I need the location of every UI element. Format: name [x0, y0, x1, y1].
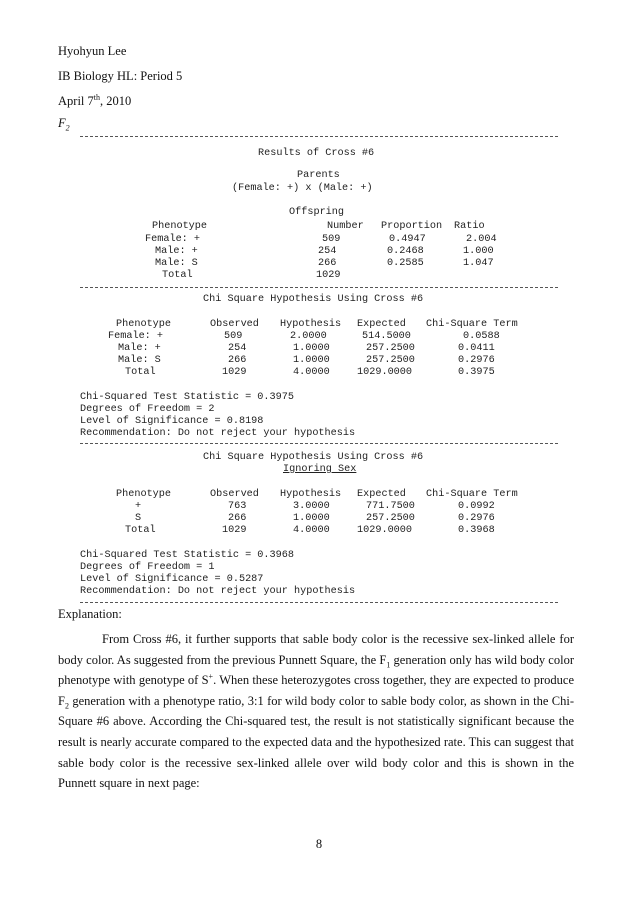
author-name: Hyohyun Lee: [58, 44, 127, 58]
chi-square-2-statistic: Chi-Squared Test Statistic = 0.3968: [80, 550, 294, 561]
table-row: Total 1029 4.0000 1029.0000 0.3975: [125, 367, 495, 378]
results-table-header: Phenotype Number Proportion Ratio: [152, 221, 485, 232]
chi-square-2-significance: Level of Significance = 0.5287: [80, 574, 264, 585]
offspring-label: Offspring: [289, 207, 345, 218]
table-row: S 266 1.0000 257.2500 0.2976: [135, 513, 495, 524]
parents-value: (Female: +) x (Male: +): [232, 183, 373, 194]
generation-label: $F_2$: [58, 116, 70, 133]
table-row: Male: + 254 0.2468 1.000: [155, 246, 494, 257]
explanation-paragraph: From Cross #6, it further supports that sable body color is the recessive sex-linked allele for body color. As suggested from the previous Punnett Square, the $F_1$ generation only has wild body color phenotype with genotype of S+. When these heterozygotes cross together, they are expected to produce $F_2$ generation with a phenotype ratio, 3:1 for wild body color to sable body color, as shown in the Chi-Square #6 above. According the Chi-squared test, the result is not statistically significant because the result is nearly accurate compared to the expected data and the hypothesized rate. This can suggest that sable body color is the recessive sex-linked allele over wild body color and this is shown in the Punnett square in next page:: [58, 632, 574, 791]
chi-square-2-table-header: Phenotype Observed Hypothesis Expected Chi-Square Term: [116, 489, 518, 500]
divider-line: [80, 602, 558, 603]
chi-square-2-recommendation: Recommendation: Do not reject your hypothesis: [80, 586, 356, 597]
table-row: Male: + 254 1.0000 257.2500 0.0411: [118, 343, 495, 354]
chi-square-2-title: Chi Square Hypothesis Using Cross #6: [203, 452, 424, 463]
chi-square-1-table-header: Phenotype Observed Hypothesis Expected Chi-Square Term: [116, 319, 518, 330]
chi-square-2-degrees: Degrees of Freedom = 1: [80, 562, 215, 573]
chi-square-1-statistic: Chi-Squared Test Statistic = 0.3975: [80, 392, 294, 403]
divider-line: [80, 287, 558, 288]
chi-square-1-degrees: Degrees of Freedom = 2: [80, 404, 215, 415]
parents-label: Parents: [297, 170, 340, 181]
table-row: Male: S 266 0.2585 1.047: [155, 258, 494, 269]
chi-square-2-subtitle: Ignoring Sex: [283, 464, 357, 475]
results-title: Results of Cross #6: [258, 148, 375, 159]
chi-square-1-recommendation: Recommendation: Do not reject your hypothesis: [80, 428, 356, 439]
table-row: Female: + 509 2.0000 514.5000 0.0588: [108, 331, 500, 342]
page-number: 8: [315, 837, 323, 851]
table-row: Total 1029 4.0000 1029.0000 0.3968: [125, 525, 495, 536]
divider-line: [80, 443, 558, 444]
explanation-heading: Explanation:: [58, 607, 122, 621]
course-label: IB Biology HL: Period 5: [58, 69, 183, 83]
chi-square-1-significance: Level of Significance = 0.8198: [80, 416, 264, 427]
divider-line: [80, 136, 558, 137]
table-row: Male: S 266 1.0000 257.2500 0.2976: [118, 355, 495, 366]
table-row: + 763 3.0000 771.7500 0.0992: [135, 501, 495, 512]
table-row: Female: + 509 0.4947 2.004: [145, 234, 497, 245]
report-date: April 7th, 2010: [58, 92, 132, 108]
chi-square-1-title: Chi Square Hypothesis Using Cross #6: [203, 294, 424, 305]
table-row: Total 1029: [162, 270, 341, 281]
